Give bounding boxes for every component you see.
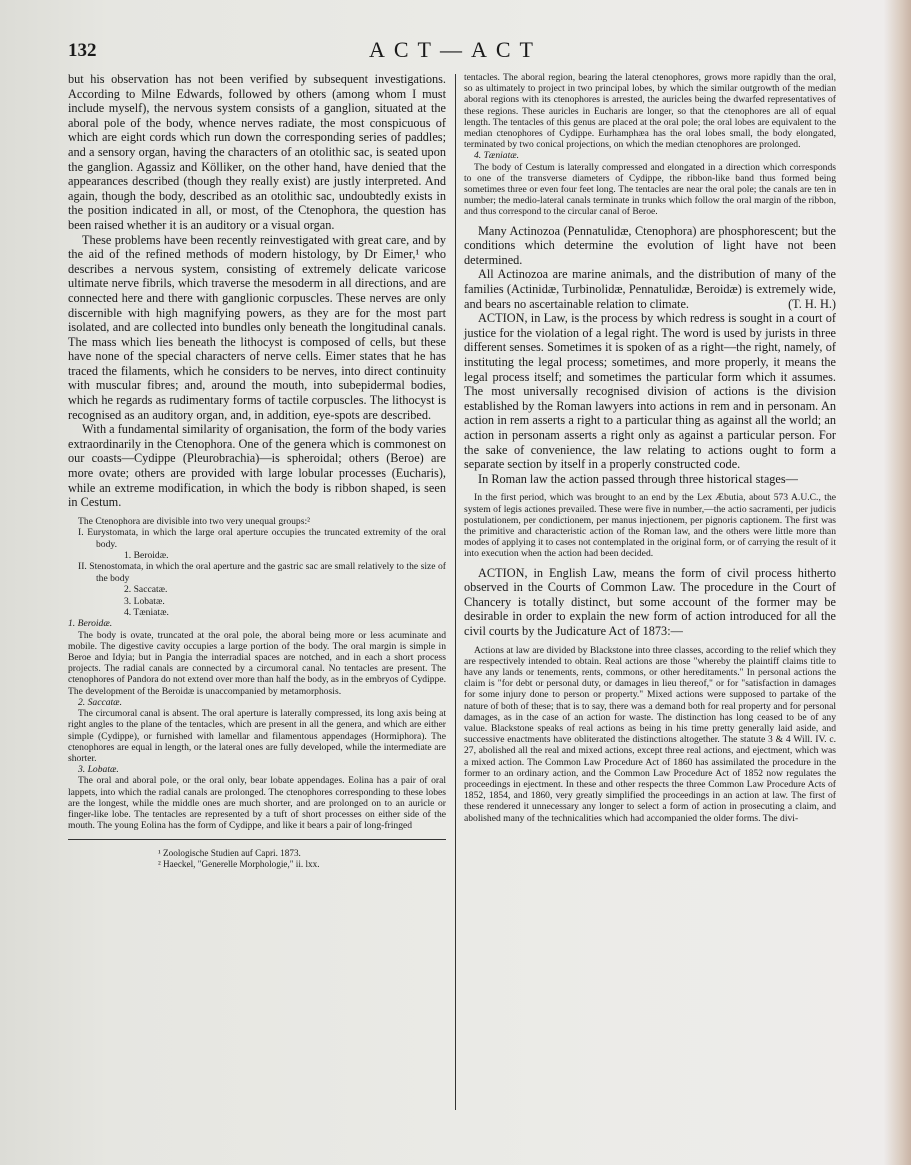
footnote-rule	[68, 839, 446, 840]
classification-intro: The Ctenophora are divisible into two very unequal groups:²	[78, 515, 311, 527]
paragraph: Actions at law are divided by Blackstone into three classes, according to the relief which they are respectively intended to obtain. Real actions are those "whereby the plaintiff claims title to have any lands or tenements, rents, commons, or other hereditaments." In personal actions the claim is "for debt or personal duty, or damages in lieu thereof," or for "satisfaction in damages for some injury done to person or property." Mixed actions were supposed to partake of the nature of both of these; that is to say, there was a demand both for real property and for personal damages, as in the case of an action for waste. The distinction has long ceased to be of any value. Blackstone speaks of real actions as being in his time pretty generally laid aside, and successive enactments have obliterated the distinctions altogether. The statute 3 & 4 Will. IV. c. 27, abolished all the real and mixed actions, except three real actions, and ejectment, which was a mixed action. The Common Law Procedure Act of 1860 has assimilated the procedure in the former to an ordinary action, and the Common Law Procedure Act of 1852 now regulates the proceedings in ejectment. In these and other respects the three Common Law Procedure Acts of 1852, 1854, and 1860, very greatly simplified the proceedings in an action at law. The first of these rendered it unnecessary any longer to select a form of action in prosecuting a claim, and abolished many of the technicalities which had accompanied the older forms. The divi-	[464, 644, 836, 824]
footnote: ¹ Zoologische Studien auf Capri. 1873.	[158, 848, 301, 859]
running-head: ACT—ACT	[369, 37, 542, 62]
paragraph: but his observation has not been verified by subsequent investigations. According to Milne Edwards, followed by others (among whom I must include myself), the nervous system consists of a ganglion, situated at the aboral pole of the body, whence nerves radiate, the most conspicuous of which are eight cords which run down the corresponding series of paddles; and a sensory organ, having the characters of an otolithic sac, is seated upon the ganglion. Agassiz and Kölliker, on the other hand, have denied that the appearances described (though they really exist) are justly interpreted. And again, though the body, described as an otolithic sac, undoubtedly exists in the position indicated in all, or most, of the Ctenophora, the question has been raised whether it is an auditory or a visual organ.	[68, 72, 446, 232]
paragraph: These problems have been recently reinvestigated with great care, and by the aid of the refined methods of modern histology, by Dr Eimer,¹ who describes a nervous system, consisting of extremely delicate varicose ultimate nerve fibrils, which traverse the mesoderm in all directions, and are connected here and there with ganglionic corpuscles. These nerves are only discernible with high magnifying powers, as they are for the most part isolated, and are collected into bundles only beneath the longitudinal canals. The mass which lies beneath the lithocyst is composed of cells, but these have none of the special characters of nerve cells. Eimer states that he has traced the filaments, which he considers to be nerves, into direct continuity with muscular fibres; and, around the mouth, into subepidermal bodies, which he regards as rudimentary forms of tactile corpuscles. The lithocyst is recognised as an auditory organ, and, in addition, eye-spots are described.	[68, 232, 446, 422]
section-heading: 4. Tæniatæ.	[474, 150, 520, 162]
family-item: 4. Tæniatæ.	[124, 607, 169, 619]
family-sections	[68, 618, 446, 831]
family-item: 2. Saccatæ.	[124, 584, 168, 596]
section-text: The oral and aboral pole, or the oral only, bear lobate appendages. Eolina has a pair of oral lappets, into which the radial canals are prolonged. The ctenophores corresponding to these lobes are the longest, while the middle ones are much shorter, and are prolonged on to an auricle or finger-like lobe. The tentacles are represented by a tuft of short processes on either side of the mouth. The young Eolina has the form of Cydippe, and like it bears a pair of long-fringed	[68, 775, 446, 832]
classification-group-1: I. Eurystomata, in which the large oral aperture occupies the truncated extremity of the oral body.	[78, 527, 446, 550]
paragraph: In the first period, which was brought to an end by the Lex Æbutia, about 573 A.U.C., the system of legis actiones prevailed. These were five in number,—the actio sacramenti, per judicis postulationem, per condictionem, per manus injectionem, per pignoris captionem. The first was the primitive and characteristic action of the Roman law, and the others were little more than modes of applying it to cases not contemplated in the original form, or of carrying the result of it into execution when the action had been decided.	[464, 492, 836, 560]
paragraph: In Roman law the action passed through three historical stages—	[478, 471, 798, 486]
paragraph: With a fundamental similarity of organisation, the form of the body varies extraordinarily in the Ctenophora. One of the genera which is commonest on our coasts—Cydippe (Pleurobrachia)—is spheroidal; others (Beroe) are more ovate; others are provided with large lobular processes (Eucharis), while an extreme modification, in which the body is ribbon shaped, is seen in Cestum.	[68, 422, 446, 510]
section-text: tentacles. The aboral region, bearing the lateral ctenophores, grows more rapidly than the oral, so as ultimately to project in two principal lobes, by which the similar outgrowth of the median aboral regions with its ctenophores is arrested, the auricles being the dwarfed representatives of these regions. These auricles in Eucharis are longer, so that the ctenophores are all of equal length. The tentacles of this genus are placed at the oral pole; the oral lobes are equivalent to the median ctenophores of Cydippe. Eurhamphæa has the oral lobes small, the body elongated, terminated by two conical projections, on which the median ctenophores are prolonged.	[464, 72, 836, 151]
page-number: 132	[68, 40, 97, 61]
footnote: ² Haeckel, "Generelle Morphologie," ii. lxx.	[158, 859, 320, 870]
column-divider	[455, 74, 456, 1110]
paragraph-text: All Actinozoa are marine animals, and the distribution of many of the families (Actinidæ, Turbinolidæ, Pennatulidæ, Beroidæ) is extremely wide, and bears no ascertainable relation to climate.	[464, 267, 836, 311]
section-text: The circumoral canal is absent. The oral aperture is laterally compressed, its long axis being at right angles to the plane of the tentacles, which are present in all the genera, and which are either simple (Cydippe), or furnished with lamellar and filamentous appendages (Hormiphora). The ctenophores are equal in length, or the lateral ones are fully developed, while the intermediate are shorter.	[68, 708, 446, 764]
classification-group-2: II. Stenostomata, in which the oral aperture and the gastric sac are small relatively to the size of the body	[78, 561, 446, 584]
classification-list	[68, 516, 446, 619]
paragraph: Many Actinozoa (Pennatulidæ, Ctenophora) are phosphorescent; but the conditions which determine the evolution of light have not been determined.	[464, 223, 836, 267]
family-item: 1. Beroidæ.	[124, 550, 169, 562]
section-heading: 1. Beroidæ.	[68, 618, 113, 630]
section-text: The body of Cestum is laterally compressed and elongated in a direction which corresponds to one of the transverse diameters of Cydippe, the ribbon-like band thus formed being sometimes three or even four feet long. The tentacles are near the oral pole; the canals are ten in number; the medio-lateral canals terminate in trunks which follow the oral margin of the ribbon, and thus correspond to the circular canal of Beroe.	[464, 161, 836, 218]
section-heading: 2. Saccatæ.	[78, 696, 122, 708]
paragraph	[464, 267, 836, 311]
footnotes	[68, 848, 446, 870]
section-heading: 3. Lobatæ.	[78, 764, 119, 776]
left-column	[68, 72, 446, 870]
family-item: 3. Lobatæ.	[124, 595, 165, 607]
entry-action-law: ACTION, in Law, is the process by which redress is sought in a court of justice for the violation of a legal right. The word is used by jurists in three different senses. Sometimes it is spoken of as a right—the right, namely, of instituting the legal process; sometimes, and more properly, it means the legal process itself; and sometimes the particular form which it assumes. The most universally recognised division of actions is the division established by the Roman lawyers into actions in rem and in personam. An action in rem asserts a right to a particular thing as against all the world; an action in personam asserts a right only as against a particular person. For the sake of convenience, the law relating to actions ought to form a separate section by itself in a properly constructed code.	[464, 311, 836, 472]
right-column	[464, 72, 836, 824]
entry-action-english-law: ACTION, in English Law, means the form of civil process hitherto observed in the Courts of Common Law. The procedure in the Court of Chancery is totally distinct, but some account of the former may be desirable in order to explain the new form of action introduced for all the civil courts by the Judicature Act of 1873:—	[464, 565, 836, 638]
section-text: The body is ovate, truncated at the oral pole, the aboral being more or less acuminate and mobile. The digestive cavity occupies a large portion of the body. The oral margin is simple in Beroe and Idyia; but in Pangia the interradial spaces are notched, and in each a short process projects. The radial canals are connected by a circumoral canal. No tentacles are present. The ctenophores of Pandora do not extend over more than half the body, as in the embryos of Cydippe. The development of the Beroidæ is unaccompanied by metamorphosis.	[68, 629, 446, 697]
author-signature: (T. H. H.)	[788, 296, 836, 311]
